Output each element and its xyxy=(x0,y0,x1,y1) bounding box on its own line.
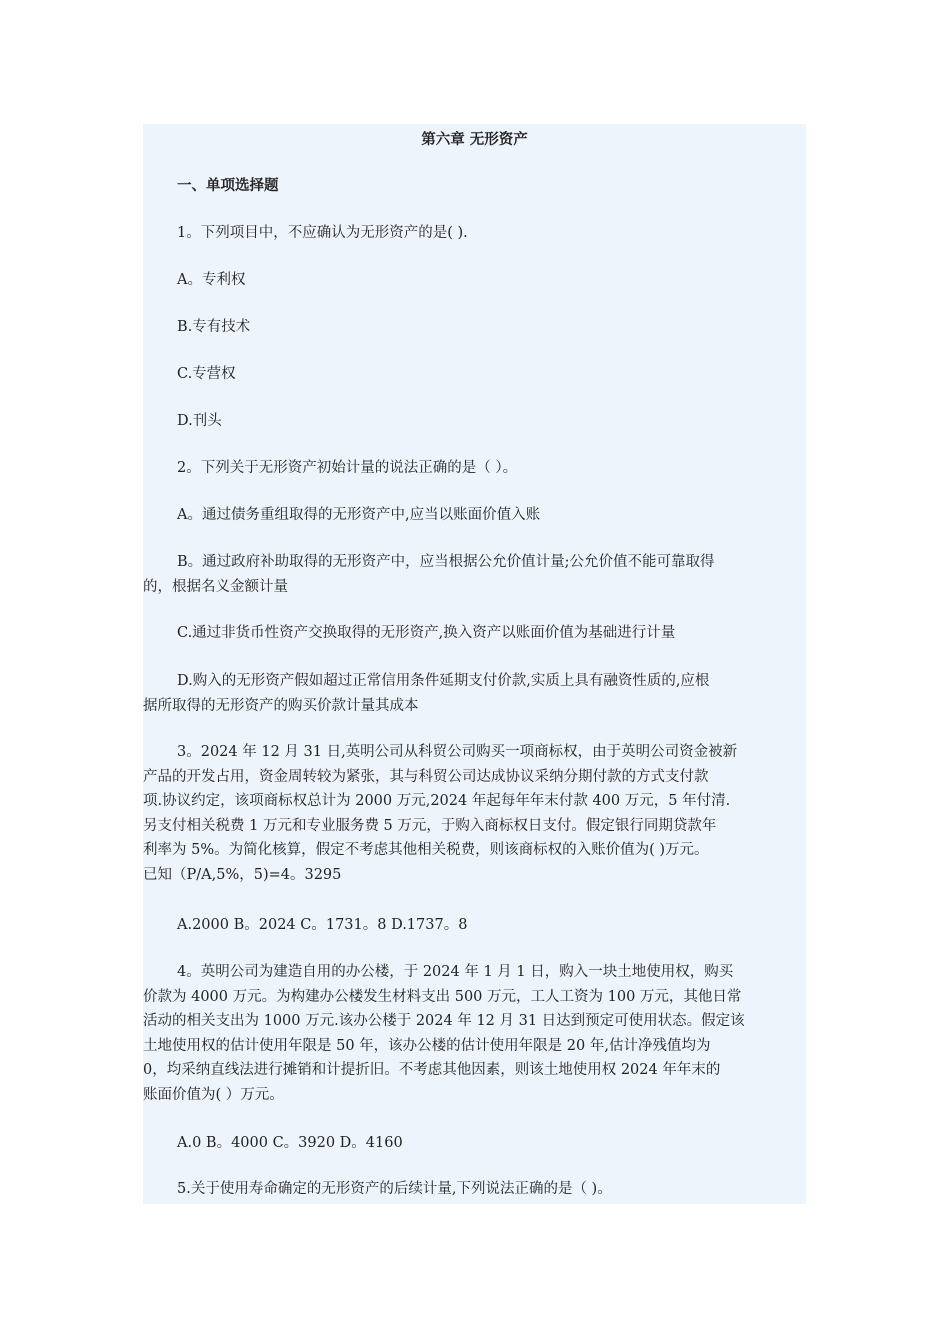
paragraph-line: 利率为 5%。为简化核算，假定不考虑其他相关税费，则该商标权的入账价值为( )万元。 xyxy=(143,842,709,858)
paragraph xyxy=(143,503,798,528)
paragraph-line: 项.协议约定，该项商标权总计为 2000 万元,2024 年起每年年末付款 400 万元，5 年付清. xyxy=(143,793,731,809)
paragraph xyxy=(143,315,798,340)
paragraph-line: A.0 B。4000 C。3920 D。4160 xyxy=(177,1135,403,1151)
paragraph xyxy=(143,960,798,1107)
paragraph xyxy=(143,409,798,434)
paragraph-line: 价款为 4000 万元。为构建办公楼发生材料支出 500 万元，工人工资为 100 万元，其他日常 xyxy=(143,988,742,1005)
paragraph-line: 3。2024 年 12 月 31 日,英明公司从科贸公司购买一项商标权，由于英明公司资金被新 xyxy=(177,744,738,760)
paragraph xyxy=(143,268,798,293)
paragraph xyxy=(143,550,798,599)
paragraph-line: 另支付相关税费 1 万元和专业服务费 5 万元，于购入商标权日支付。假定银行同期贷款年 xyxy=(143,817,717,834)
paragraph-line: B.专有技术 xyxy=(177,319,251,335)
paragraph-line: 1。下列项目中，不应确认为无形资产的是( ). xyxy=(177,225,468,241)
paragraph-line: A.2000 B。2024 C。1731。8 D.1737。8 xyxy=(177,917,468,933)
paragraph-line: A。通过债务重组取得的无形资产中,应当以账面价值入账 xyxy=(177,507,541,523)
paragraph xyxy=(143,1131,798,1156)
paragraph-line: C.通过非货币性资产交换取得的无形资产,换入资产以账面价值为基础进行计量 xyxy=(177,625,676,641)
paragraph-line: C.专营权 xyxy=(177,366,236,382)
paragraph-line: A。专利权 xyxy=(177,272,246,288)
paragraph xyxy=(143,913,798,938)
paragraph-line: 5.关于使用寿命确定的无形资产的后续计量,下列说法正确的是（ )。 xyxy=(177,1181,612,1197)
paragraph-line: 已知（P/A,5%，5)=4。3295 xyxy=(143,866,342,883)
paragraph-line: B。通过政府补助取得的无形资产中，应当根据公允价值计量;公允价值不能可靠取得 xyxy=(177,554,715,570)
paragraph xyxy=(143,740,798,887)
paragraph xyxy=(143,669,798,718)
paragraph xyxy=(143,362,798,387)
paragraph-line: 的，根据名义金额计量 xyxy=(143,578,288,595)
paragraph-line: 0，均采纳直线法进行摊销和计提折旧。不考虑其他因素，则该土地使用权 2024 年年末的 xyxy=(143,1062,721,1078)
paragraph-line: 产品的开发占用，资金周转较为紧张，其与科贸公司达成协议采纳分期付款的方式支付款 xyxy=(143,768,709,785)
paragraph-line: 2。下列关于无形资产初始计量的说法正确的是（ ）。 xyxy=(177,460,518,476)
paragraph xyxy=(143,621,798,646)
chapter-title: 第六章 无形资产 xyxy=(421,132,528,148)
paragraph-line: D.购入的无形资产假如超过正常信用条件延期支付价款,实质上具有融资性质的,应根 xyxy=(177,673,710,689)
paragraph-line: 账面价值为( ）万元。 xyxy=(143,1086,284,1103)
section-heading: 一、单项选择题 xyxy=(177,178,279,194)
paragraph-line: D.刊头 xyxy=(177,413,222,429)
paragraph-line: 4。英明公司为建造自用的办公楼，于 2024 年 1 月 1 日，购入一块土地使用权，购买 xyxy=(177,964,734,980)
paragraph-line: 土地使用权的估计使用年限是 50 年，该办公楼的估计使用年限是 20 年,估计净残值均为 xyxy=(143,1037,711,1054)
document-panel xyxy=(143,124,806,1204)
paragraph xyxy=(143,1177,798,1202)
paragraph-line: 活动的相关支出为 1000 万元.该办公楼于 2024 年 12 月 31 日达到预定可使用状态。假定该 xyxy=(143,1013,745,1029)
paragraph xyxy=(143,221,798,246)
paragraph-line: 据所取得的无形资产的购买价款计量其成本 xyxy=(143,697,419,714)
paragraph xyxy=(143,456,798,481)
